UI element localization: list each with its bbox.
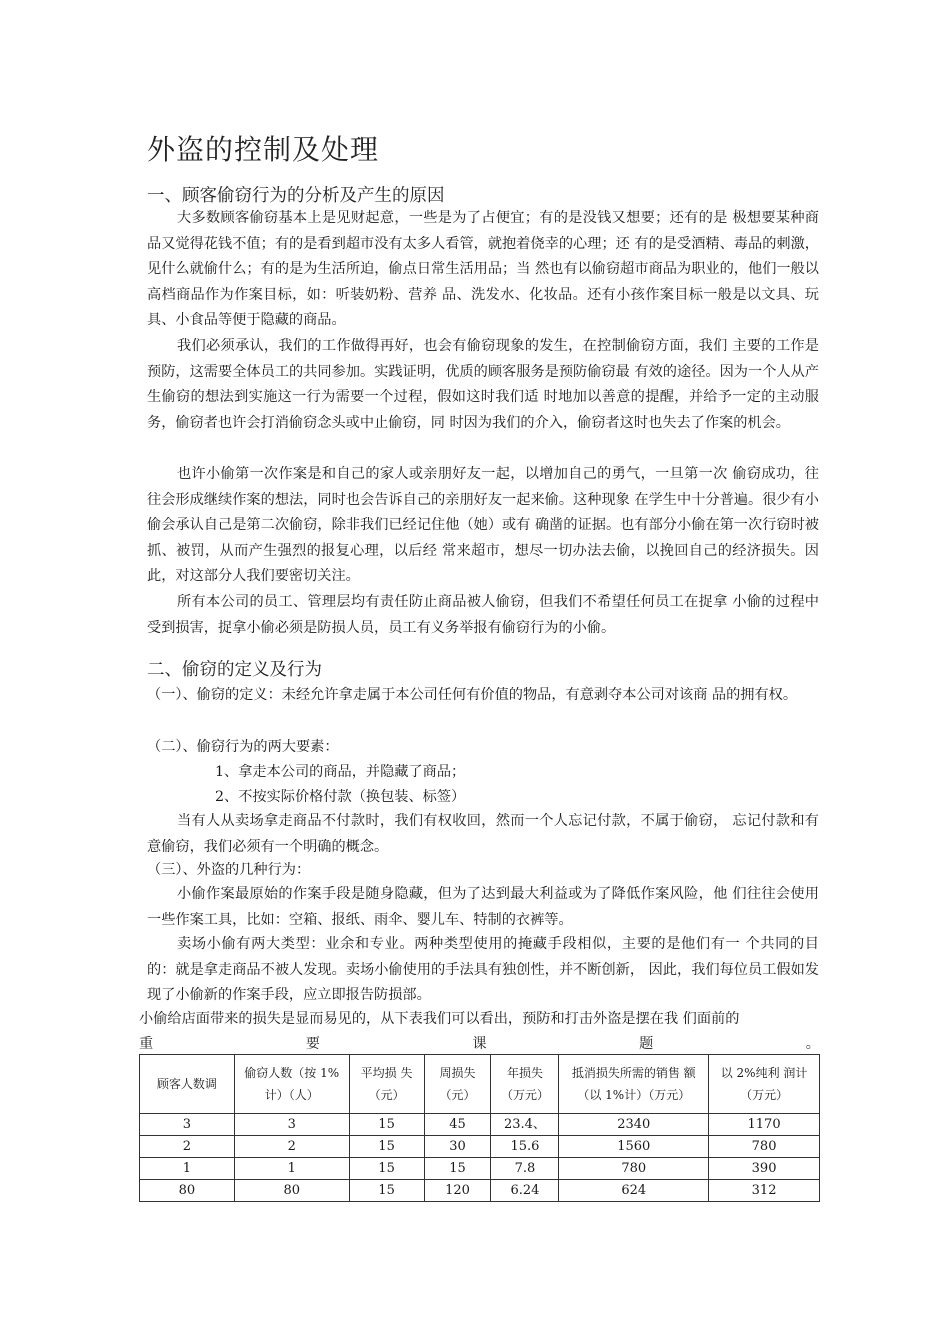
- section-2-paragraph-forgot-payment: 当有人从卖场拿走商品不付款时，我们有权收回，然而一个人忘记付款，不属于偷窃， 忘记付款和有意偷窃，我们必须有一个明确的概念。: [147, 813, 819, 855]
- page-title: 外盗的控制及处理: [147, 133, 380, 166]
- spread-char: 课: [472, 1036, 487, 1052]
- spread-char: 。: [805, 1036, 820, 1052]
- table-cell: 1560: [559, 1136, 709, 1158]
- column-header: 顾客人数调: [140, 1055, 235, 1114]
- table-row: [140, 1114, 820, 1136]
- column-header: 以 2%纯利 润计（万元）: [709, 1055, 820, 1114]
- table-cell: 7.8: [491, 1158, 559, 1180]
- table-cell: 15: [349, 1180, 424, 1202]
- column-header: 抵消损失所需的销售 额（以 1%计）（万元）: [559, 1055, 709, 1114]
- table-cell: 312: [709, 1180, 820, 1202]
- table-row: [140, 1180, 820, 1202]
- column-header: 平均损 失（元）: [349, 1055, 424, 1114]
- table-cell: 2: [140, 1136, 235, 1158]
- table-cell: 780: [709, 1136, 820, 1158]
- table-cell: 15: [349, 1158, 424, 1180]
- table-row: [140, 1136, 820, 1158]
- table-cell: 1170: [709, 1114, 820, 1136]
- section-1-paragraph-1: 大多数顾客偷窃基本上是见财起意，一些是为了占便宜；有的是没钱又想要；还有的是 极想要某种商品又觉得花钱不值；有的是看到超市没有太多人看管，就抱着侥幸的心理；还 有的是受酒精、毒品的刺激，见什么就偷什么；有的是为生活所迫，偷点日常生活用品；当 然也有以偷窃超市商品为职业的，他们一般以高档商品作为作案目标，如：听装奶粉、营养 品、洗发水、化妆品。还有小孩作案目标一般是以文具、玩具、小食品等便于隐藏的商品。: [147, 210, 819, 329]
- section-2-paragraph-types: 卖场小偷有两大类型：业余和专业。两种类型使用的掩藏手段相似，主要的是他们有一 个共同的目的：就是拿走商品不被人发现。卖场小偷使用的手法具有独创性，并不断创新， 因此，我们每位员工假如发现了小偷新的作案手段，应立即报告防损部。: [147, 936, 819, 1004]
- section-1-paragraph-2: 我们必须承认，我们的工作做得再好，也会有偷窃现象的发生，在控制偷窃方面，我们 主要的工作是预防，这需要全体员工的共同参加。实践证明，优质的顾客服务是预防偷窃最 有效的途径。因为一个人从产生偷窃的想法到实施这一行为需要一个过程，假如这时我们适 时地加以善意的提醒，并给予一定的主动服务，偷窃者也许会打消偷窃念头或中止偷窃，同 时因为我们的介入，偷窃者这时也失去了作案的机会。: [147, 338, 819, 431]
- section-2-heading: 二、偷窃的定义及行为: [147, 660, 322, 680]
- theft-behaviors-heading: （三）、外盗的几种行为：: [147, 862, 311, 878]
- section-2-paragraph-tools: 小偷作案最原始的作案手段是随身隐藏，但为了达到最大利益或为了降低作案风险，他 们往往会使用一些作案工具，比如：空箱、报纸、雨伞、婴儿车、特制的衣裤等。: [147, 886, 819, 928]
- spread-char: 重: [139, 1036, 154, 1052]
- column-header: 偷窃人数（按 1%计）（人）: [234, 1055, 349, 1114]
- table-header-row: [140, 1055, 820, 1114]
- spread-char: 要: [305, 1036, 320, 1052]
- table-cell: 1: [140, 1158, 235, 1180]
- table-cell: 80: [234, 1180, 349, 1202]
- table-cell: 45: [424, 1114, 491, 1136]
- table-cell: 2340: [559, 1114, 709, 1136]
- table-cell: 15.6: [491, 1136, 559, 1158]
- table-cell: 390: [709, 1158, 820, 1180]
- spread-char: 题: [639, 1036, 654, 1052]
- theft-element-1: 1、拿走本公司的商品，并隐藏了商品；: [215, 764, 466, 780]
- table-cell: 1: [234, 1158, 349, 1180]
- column-header: 周损失（元）: [424, 1055, 491, 1114]
- column-header: 年损失（万元）: [491, 1055, 559, 1114]
- loss-intro-spread-line: [139, 1033, 820, 1055]
- section-1-paragraph-4: 所有本公司的员工、管理层均有责任防止商品被人偷窃，但我们不希望任何员工在捉拿 小偷的过程中受到损害，捉拿小偷必须是防损人员，员工有义务举报有偷窃行为的小偷。: [147, 594, 819, 636]
- loss-table: [139, 1054, 820, 1202]
- table-cell: 624: [559, 1180, 709, 1202]
- table-cell: 23.4、: [491, 1114, 559, 1136]
- table-cell: 30: [424, 1136, 491, 1158]
- theft-elements-heading: （二）、偷窃行为的两大要素：: [147, 739, 339, 755]
- table-cell: 15: [349, 1136, 424, 1158]
- table-cell: 2: [234, 1136, 349, 1158]
- theft-definition: （一）、偷窃的定义：未经允许拿走属于本公司任何有价值的物品，有意剥夺本公司对该商 品的拥有权。: [147, 687, 798, 703]
- table-row: [140, 1158, 820, 1180]
- table-cell: 15: [424, 1158, 491, 1180]
- table-cell: 780: [559, 1158, 709, 1180]
- table-cell: 3: [140, 1114, 235, 1136]
- table-cell: 80: [140, 1180, 235, 1202]
- table-cell: 3: [234, 1114, 349, 1136]
- section-2-paragraph-loss-intro: 小偷给店面带来的损失是显而易见的，从下表我们可以看出，预防和打击外盗是摆在我 们面前的: [139, 1011, 740, 1027]
- section-1-heading: 一、顾客偷窃行为的分析及产生的原因: [147, 186, 445, 206]
- section-1-paragraph-3: 也许小偷第一次作案是和自己的家人或亲朋好友一起，以增加自己的勇气，一旦第一次 偷窃成功，往往会形成继续作案的想法，同时也会告诉自己的亲朋好友一起来偷。这种现象 在学生中十分普遍。很少有小偷会承认自己是第二次偷窃，除非我们已经记住他（她）或有 确凿的证据。也有部分小偷在第一次行窃时被抓、被罚，从而产生强烈的报复心理，以后经 常来超市，想尽一切办法去偷，以挽回自己的经济损失。因此，对这部分人我们要密切关注。: [147, 466, 819, 585]
- table-cell: 15: [349, 1114, 424, 1136]
- theft-element-2: 2、不按实际价格付款（换包装、标签）: [215, 789, 466, 805]
- table-cell: 120: [424, 1180, 491, 1202]
- table-cell: 6.24: [491, 1180, 559, 1202]
